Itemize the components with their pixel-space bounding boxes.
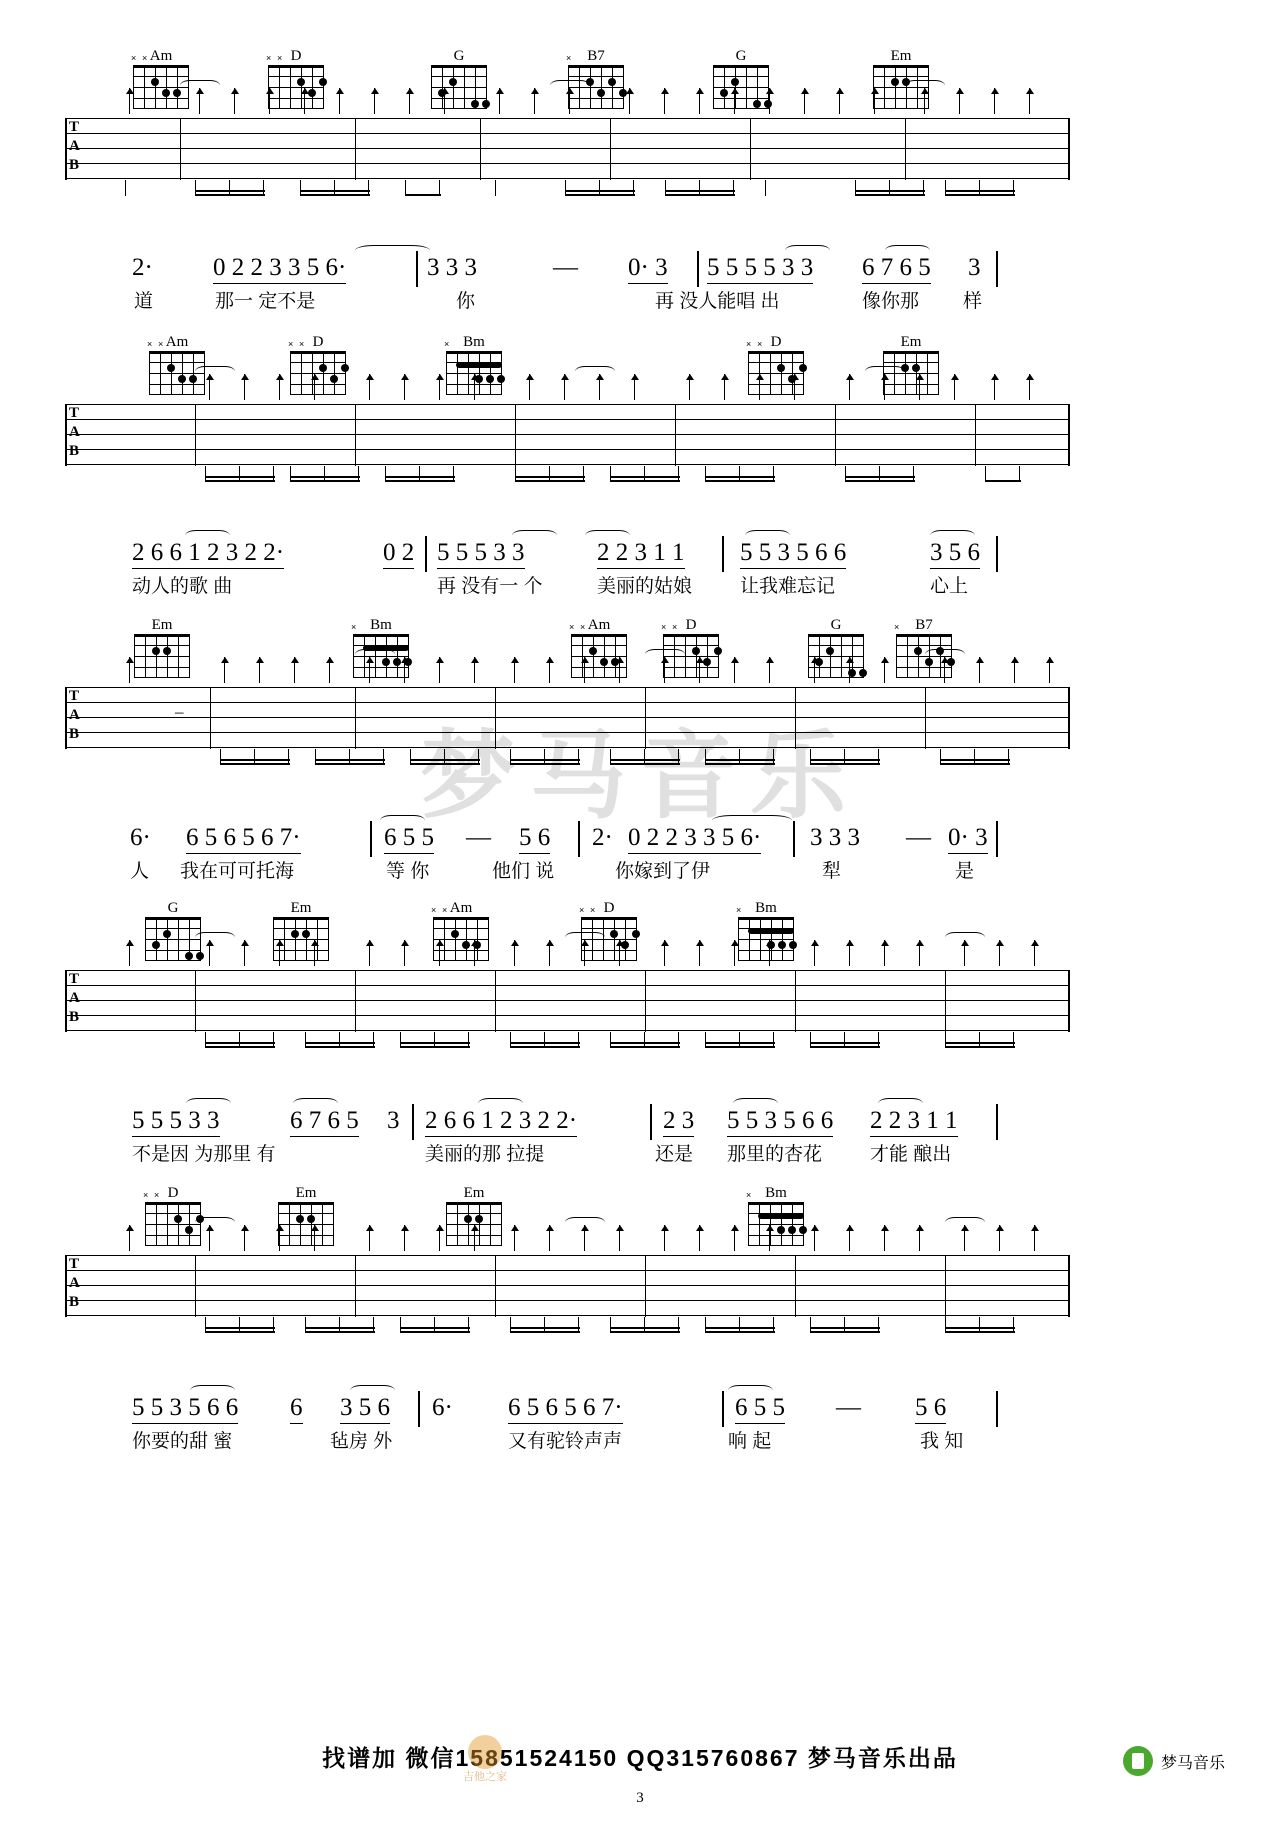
lyric-text: 才能 酿出 [870, 1144, 952, 1165]
brand-label: 梦马音乐 [1160, 1754, 1225, 1772]
chord-diagram-g-2: G [710, 48, 772, 109]
lyric-text: 你 [456, 291, 476, 312]
chord-diagram-g: G [428, 48, 490, 109]
note-group: 3 5 6 [340, 1395, 390, 1424]
note-group: 0· 3 [948, 825, 988, 854]
lyric-line-1 [0, 245, 1280, 315]
lyric-text: 美丽的姑娘 [597, 576, 693, 597]
lyric-text: 响 起 [728, 1431, 772, 1452]
chord-diagram-bm: Bm × [745, 1185, 807, 1246]
note-group: 6 5 6 5 6 7· [508, 1395, 623, 1424]
watermark-logo-circle [468, 1735, 502, 1769]
lyric-text: 不是因 为那里 有 [132, 1144, 276, 1165]
chord-diagram-d: D × × [287, 334, 349, 395]
note-group: 2 6 6 1 2 3 2 2· [132, 540, 284, 569]
lyric-text: 又有驼铃声声 [508, 1431, 623, 1452]
note-group: 6 5 5 [384, 825, 434, 854]
note-group: 3 3 3 [427, 254, 477, 281]
chord-diagram-d: D × × [578, 900, 640, 961]
chord-diagram-am: Am × × [568, 617, 630, 678]
lyric-text: 人 [130, 861, 150, 882]
note-group: 2 2 3 1 1 [870, 1108, 958, 1137]
tab-staff-3: T A B – [65, 687, 1070, 749]
chord-diagram-d: D × × [142, 1185, 204, 1246]
lyric-text: 道 [134, 291, 154, 312]
chord-diagram-b7: B7 × [893, 617, 955, 678]
note-group: 2· [132, 254, 153, 281]
chord-diagram-bm: Bm × [350, 617, 412, 678]
tab-staff-2: T A B [65, 404, 1070, 466]
chord-diagram-g: G [142, 900, 204, 961]
lyric-text: 让我难忘记 [740, 576, 836, 597]
brand-badge [1123, 1746, 1225, 1776]
chord-diagram-bm: Bm × [443, 334, 505, 395]
lyric-text: 那里的杏花 [727, 1144, 823, 1165]
chord-diagram-am: Am × × [130, 48, 192, 109]
lyric-text: 他们 说 [492, 861, 555, 882]
note-group: 0· 3 [628, 255, 668, 284]
lyric-line-5 [0, 1385, 1280, 1455]
note-group: 3 5 6 [930, 540, 980, 569]
note-group: 2 6 6 1 2 3 2 2· [425, 1108, 577, 1137]
note-group: — [553, 254, 578, 281]
note-group: 3 [387, 1107, 400, 1134]
chord-diagram-em: Em [131, 617, 193, 678]
note-group: — [906, 824, 931, 851]
lyric-line-4 [0, 1098, 1280, 1168]
watermark-secondary-label: 吉他之家 [463, 1771, 507, 1783]
chord-diagram-d: D × × [660, 617, 722, 678]
watermark-text: 梦马音乐 [420, 723, 860, 830]
note-group: 6 7 6 5 [290, 1108, 359, 1137]
lyric-text: 我 知 [920, 1431, 964, 1452]
note-group: 3 3 3 [810, 824, 860, 851]
note-group: 3 [968, 254, 981, 281]
lyric-text: 心上 [930, 576, 969, 597]
brand-logo-icon [1123, 1746, 1153, 1776]
chord-diagram-am: Am × × [146, 334, 208, 395]
chord-diagram-em: Em [870, 48, 932, 109]
note-group: 6 7 6 5 [862, 255, 931, 284]
note-group: 5 6 [519, 825, 550, 854]
note-group: 2· [592, 824, 613, 851]
note-group: 2 3 [663, 1108, 694, 1137]
lyric-text: 犁 [822, 861, 842, 882]
chord-diagram-g: G [805, 617, 867, 678]
lyric-text: 毡房 外 [330, 1431, 393, 1452]
lyric-text: 再 没有一 个 [437, 576, 543, 597]
note-group: 2 2 3 1 1 [597, 540, 685, 569]
footer-contact: 找谱加 微信15851524150 QQ315760867 梦马音乐出品 [322, 1745, 958, 1771]
note-group: 5 5 5 5 3 3 [707, 255, 813, 284]
lyric-text: 还是 [655, 1144, 694, 1165]
note-group: 5 5 5 3 3 [132, 1108, 220, 1137]
lyric-text: 你嫁到了伊 [615, 861, 711, 882]
note-group: 0 2 2 3 3 5 6· [628, 825, 761, 854]
lyric-text: 样 [963, 291, 983, 312]
note-group: 6 5 5 [735, 1395, 785, 1424]
lyric-text: 像你那 [862, 291, 920, 312]
note-group: 6 5 6 5 6 7· [186, 825, 301, 854]
note-group: 5 5 3 5 6 6 [727, 1108, 833, 1137]
footer [0, 1740, 1280, 1773]
chord-diagram-am: Am × × [430, 900, 492, 961]
watermark-secondary [425, 1735, 545, 1805]
page-number: 3 [636, 1790, 644, 1806]
tab-staff-1: T A B [65, 118, 1070, 180]
note-group: 5 6 [915, 1395, 946, 1424]
lyric-text: 是 [955, 861, 975, 882]
note-group: 0 2 [383, 540, 414, 569]
chord-diagram-em: Em [270, 900, 332, 961]
lyric-text: 再 没人能唱 出 [655, 291, 780, 312]
note-group: 5 5 3 5 6 6 [740, 540, 846, 569]
lyric-text: 等 你 [386, 861, 430, 882]
chord-diagram-d-2: D × × [745, 334, 807, 395]
lyric-line-3 [0, 815, 1280, 885]
chord-diagram-b7: B7 × [565, 48, 627, 109]
chord-diagram-d: D × × [265, 48, 327, 109]
chord-diagram-em: Em [275, 1185, 337, 1246]
tab-staff-4: T A B [65, 970, 1070, 1032]
note-group: 0 2 2 3 3 5 6· [213, 255, 346, 284]
note-group: 6· [130, 824, 151, 851]
lyric-text: 我在可可托海 [180, 861, 295, 882]
note-group: 6 [290, 1395, 303, 1424]
chord-diagram-em-2: Em [443, 1185, 505, 1246]
lyric-text: 美丽的那 拉提 [425, 1144, 545, 1165]
note-group: 6· [432, 1394, 453, 1421]
lyric-line-2 [0, 530, 1280, 600]
tab-staff-5: T A B [65, 1255, 1070, 1317]
note-group: — [466, 824, 491, 851]
note-group: — [836, 1394, 861, 1421]
chord-diagram-em: Em [880, 334, 942, 395]
lyric-text: 你要的甜 蜜 [132, 1431, 233, 1452]
note-group: 5 5 3 5 6 6 [132, 1395, 238, 1424]
lyric-text: 动人的歌 曲 [132, 576, 233, 597]
chord-diagram-bm: Bm × [735, 900, 797, 961]
note-group: 5 5 5 3 3 [437, 540, 525, 569]
lyric-text: 那一 定不是 [215, 291, 316, 312]
